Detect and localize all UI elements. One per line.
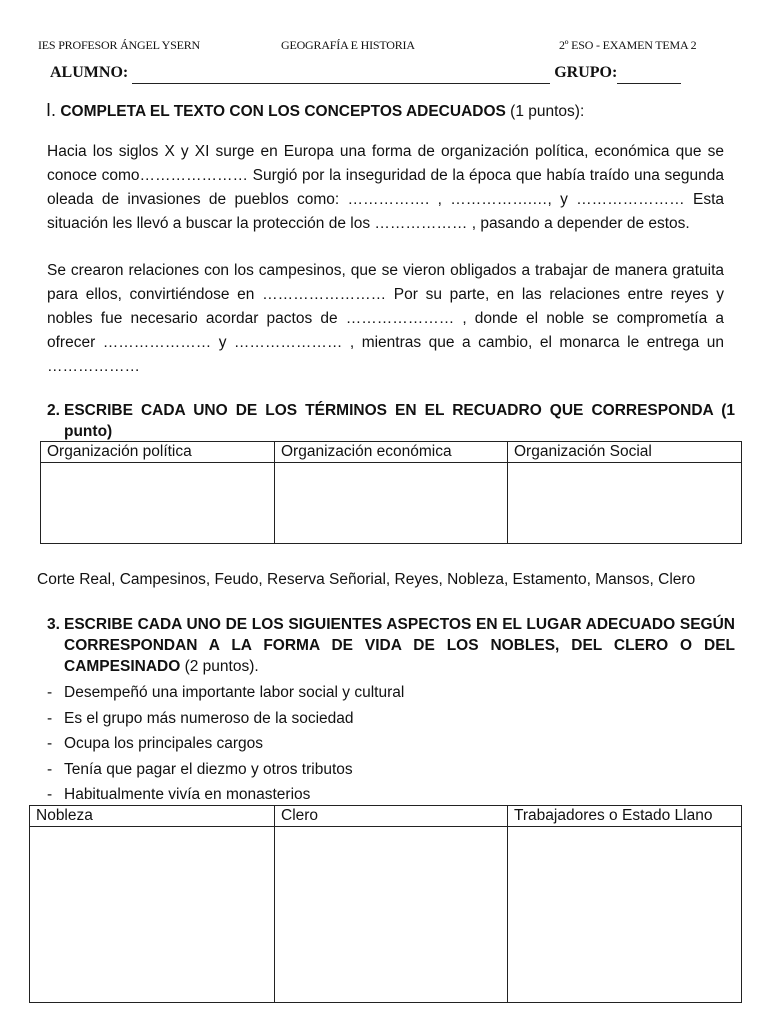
- grupo-label: GRUPO:: [554, 64, 618, 81]
- answer-cell-clero[interactable]: [275, 827, 508, 1003]
- column-header-trabajadores: Trabajadores o Estado Llano: [508, 806, 742, 827]
- exam-title: 2º ESO - EXAMEN TEMA 2: [559, 38, 697, 52]
- question-2-title: [47, 400, 735, 442]
- list-item: - Desempeñó una importante labor social y cultural: [47, 684, 405, 701]
- column-header-social: Organización Social: [508, 442, 742, 463]
- question-3-heading-wrap: [64, 614, 735, 677]
- aspects-list: [47, 682, 404, 810]
- column-header-nobleza: Nobleza: [30, 806, 275, 827]
- school-name: IES PROFESOR ÁNGEL YSERN: [38, 38, 200, 52]
- list-item: - Habitualmente vivía en monasterios: [47, 786, 311, 803]
- answer-cell-economic[interactable]: [275, 463, 508, 544]
- list-item: - Ocupa los principales cargos: [47, 735, 264, 752]
- column-header-clero: Clero: [275, 806, 508, 827]
- subject-name: GEOGRAFÍA E HISTORIA: [281, 38, 415, 52]
- answer-cell-nobleza[interactable]: [30, 827, 275, 1003]
- column-header-economic: Organización económica: [275, 442, 508, 463]
- question-2-number: 2.: [47, 402, 60, 419]
- alumno-field[interactable]: [132, 65, 550, 84]
- aspect-text: Habitualmente vivía en monasterios: [64, 786, 311, 803]
- question-3-heading: ESCRIBE CADA UNO DE LOS SIGUIENTES ASPECTOS EN EL LUGAR ADECUADO SEGÚN CORRESPONDAN A LA FORMA DE VIDA DE LOS NOBLES, DEL CLERO O DEL CAMPESINADO: [64, 616, 735, 675]
- answer-cell-trabajadores[interactable]: [508, 827, 742, 1003]
- question-1-paragraph-1: Hacia los siglos X y XI surge en Europa una forma de organización política, económica que se conoce como………………… Surgió por la inseguridad de la época que había traído una segunda oleada de invasiones de pueblos como: ……………. , …………….…, y ………………… Esta situación les llevó a buscar la protección de los ……………… , pasando a depender de estos.: [47, 143, 724, 232]
- answer-cell-political[interactable]: [41, 463, 275, 544]
- question-1-number: I.: [46, 100, 57, 120]
- question-3-title: [47, 614, 735, 677]
- aspect-text: Ocupa los principales cargos: [64, 735, 264, 752]
- question-1-title: [46, 100, 584, 121]
- organization-table: [40, 441, 742, 544]
- question-1-points: (1 puntos):: [510, 103, 585, 120]
- question-1-heading: COMPLETA EL TEXTO CON LOS CONCEPTOS ADECUADOS: [60, 103, 506, 120]
- question-3-number: 3.: [47, 616, 60, 633]
- list-item: - Es el grupo más numeroso de la sociedad: [47, 709, 354, 727]
- answer-cell-social[interactable]: [508, 463, 742, 544]
- question-1-paragraph-2: Se crearon relaciones con los campesinos, que se vieron obligados a trabajar de manera gratuita para ellos, convirtiéndose en …………………… Por su parte, en las relaciones entre reyes y nobles fue necesario acordar pactos de ………………… , donde el noble se comprometía a ofrecer ………………… y ………………… , mientras que a cambio, el monarca le entrega un ………………: [47, 262, 724, 375]
- terms-text: Corte Real, Campesinos, Feudo, Reserva Señorial, Reyes, Nobleza, Estamento, Mansos, Clero: [37, 571, 696, 588]
- column-header-political: Organización política: [41, 442, 275, 463]
- terms-list: [37, 569, 717, 590]
- list-item: - Tenía que pagar el diezmo y otros tributos: [47, 760, 353, 778]
- aspect-text: Es el grupo más numeroso de la sociedad: [64, 709, 354, 727]
- grupo-field[interactable]: [617, 65, 681, 84]
- student-info-line: [50, 64, 690, 84]
- aspect-text: Tenía que pagar el diezmo y otros tributos: [64, 760, 353, 778]
- question-2-heading: ESCRIBE CADA UNO DE LOS TÉRMINOS EN EL RECUADRO QUE CORRESPONDA (1 punto): [64, 402, 735, 440]
- question-3-points: (2 puntos).: [184, 658, 259, 675]
- estates-table: [29, 805, 742, 1003]
- aspect-text: Desempeñó una importante labor social y cultural: [64, 684, 405, 701]
- alumno-label: ALUMNO:: [50, 64, 129, 81]
